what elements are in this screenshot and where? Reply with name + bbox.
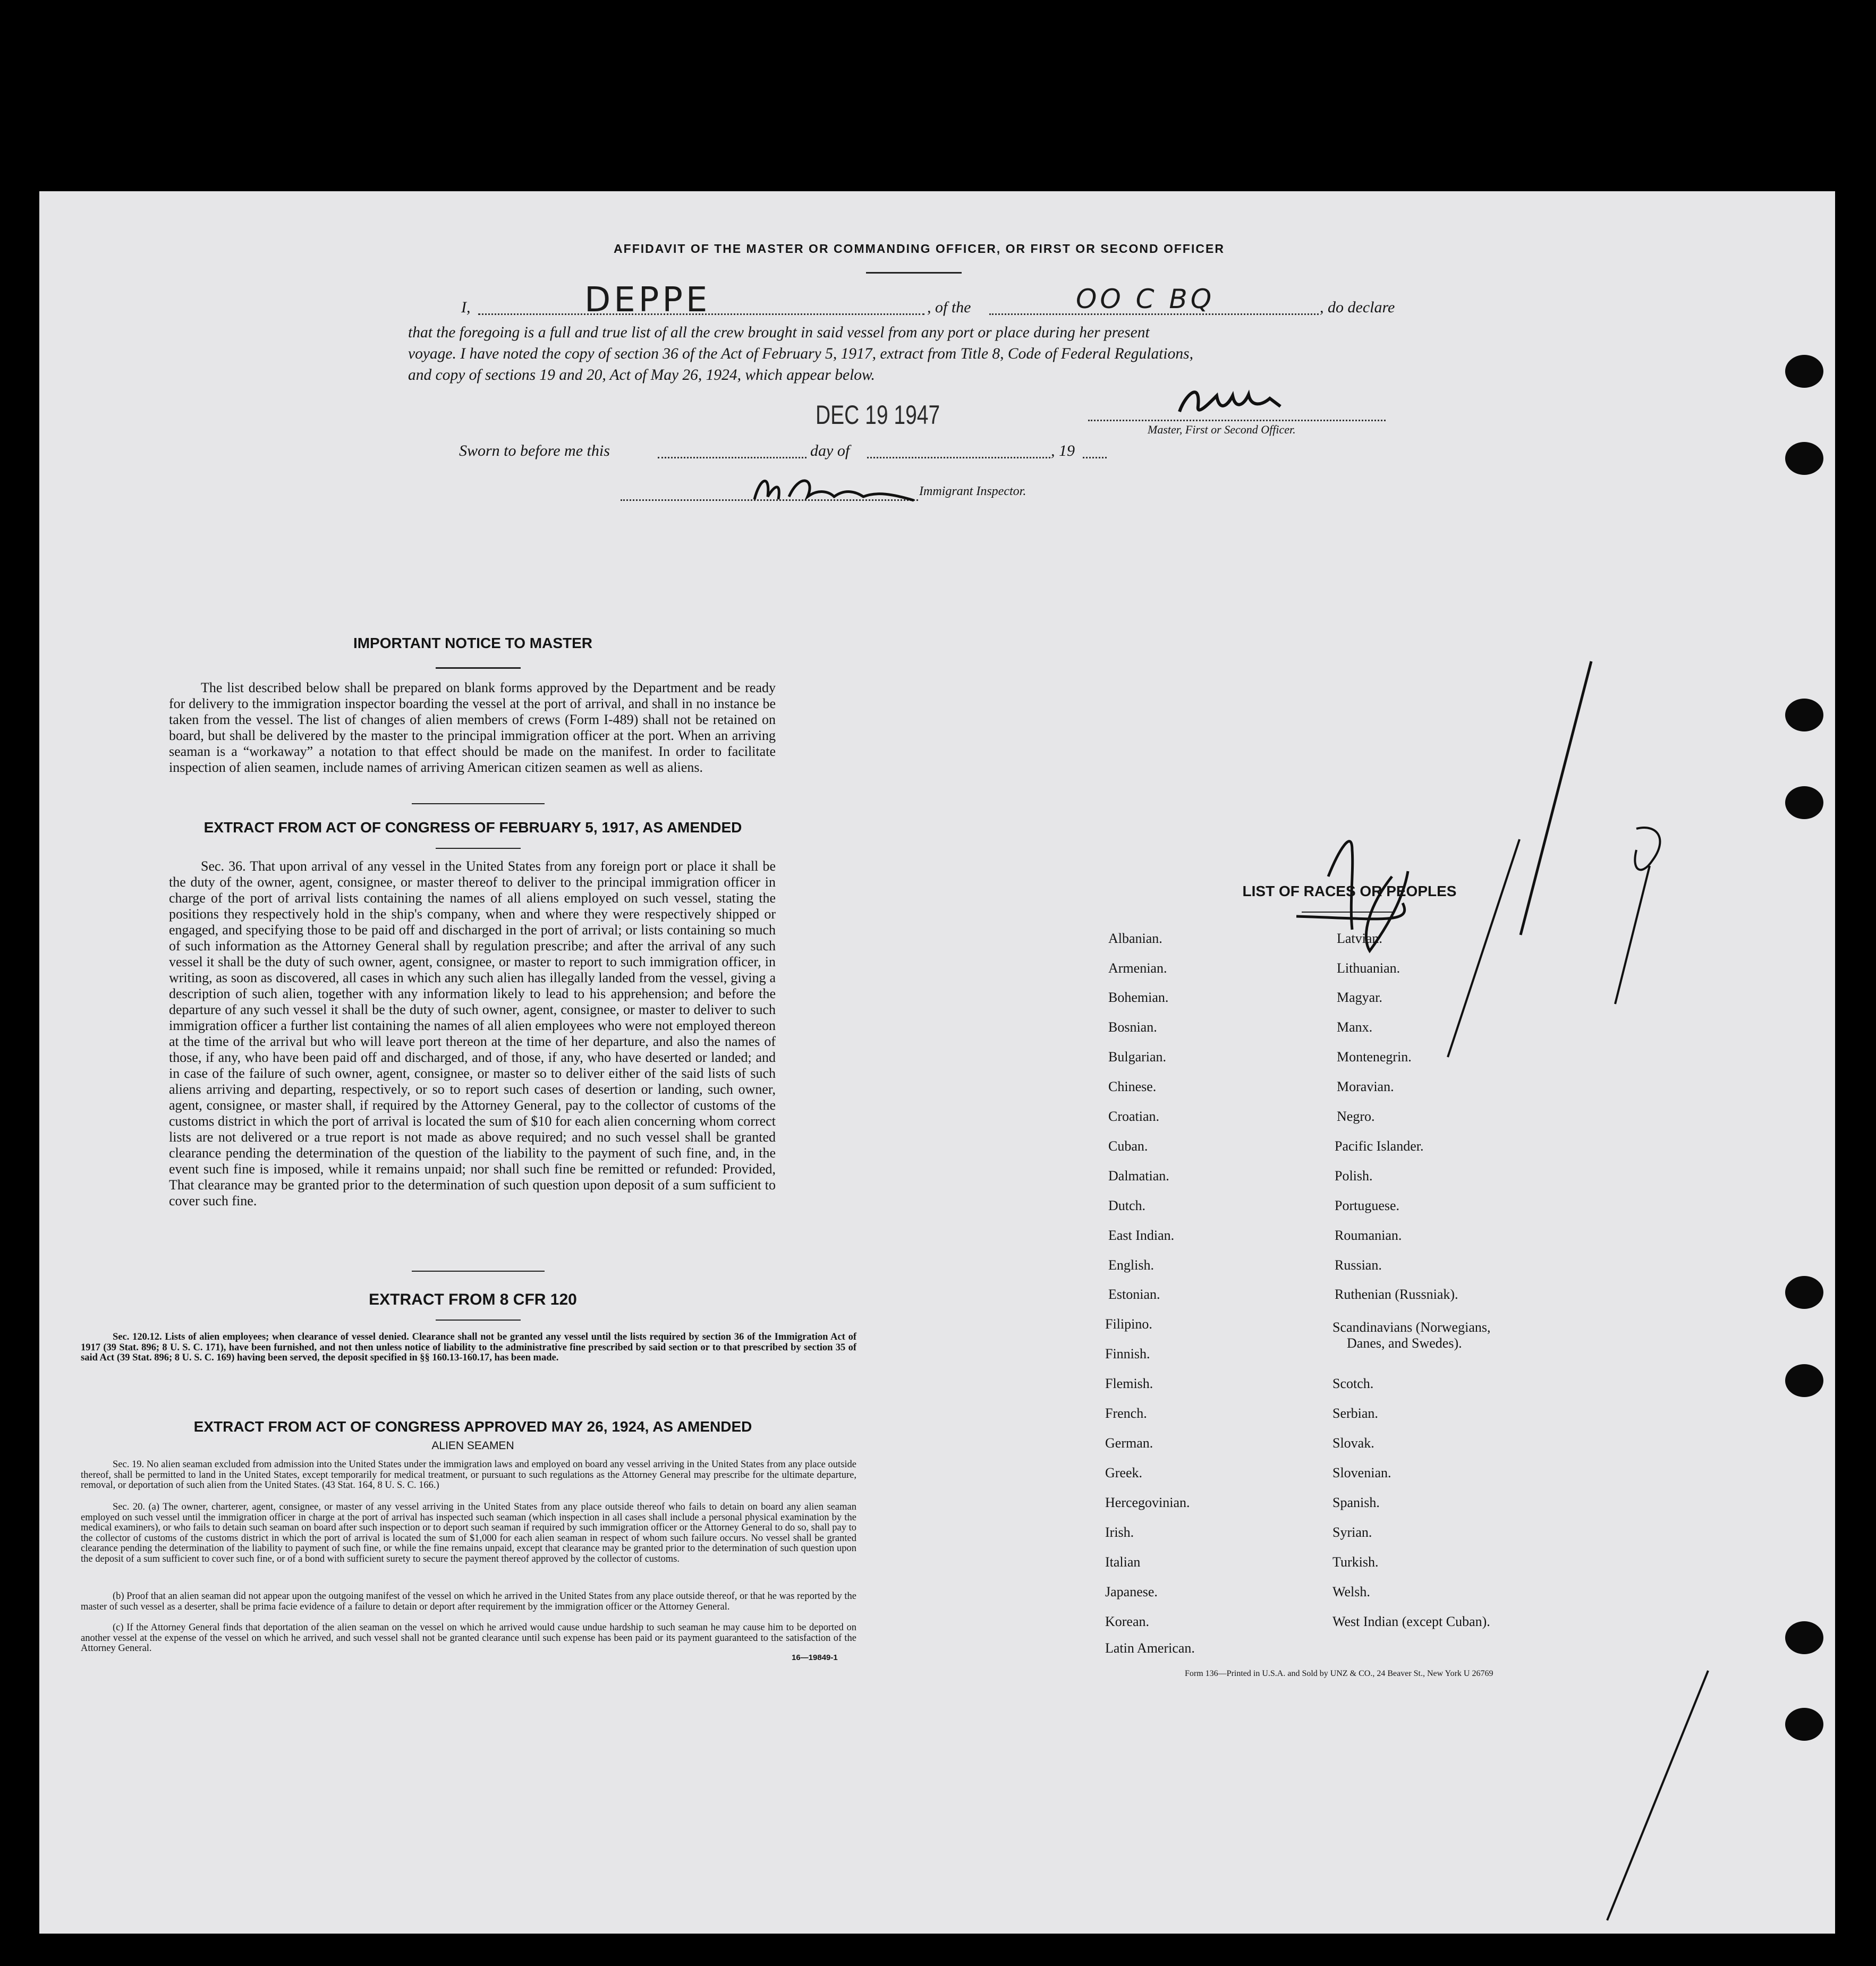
race-item: Chinese. bbox=[1108, 1079, 1157, 1094]
race-item: Latvian. bbox=[1337, 931, 1382, 946]
sec-20c-text: (c) If the Attorney General finds that deportation of the alien seaman on the vessel on which he arrived would cause undue hardship to such seaman he may cause him to be deported on another vessel at the expense of the vessel on which he arrived, and such vessel shall not be granted clearance until such expense has been paid or its payment guaranteed to the satisfaction of the Attorney General. bbox=[81, 1622, 856, 1654]
race-item: Irish. bbox=[1105, 1525, 1134, 1540]
race-item: Finnish. bbox=[1105, 1346, 1150, 1361]
race-item: Dutch. bbox=[1108, 1198, 1146, 1213]
date-stamp: DEC 19 1947 bbox=[816, 400, 940, 430]
extract-1917-body: Sec. 36. That upon arrival of any vessel in the United States from any foreign port or place it shall be the duty of the owner, agent, consignee, or master thereof to deliver to the principal immigration officer in charge of the port of arrival lists containing the names of all aliens employed on such vessel, stating the positions they respectively hold in the ship's company, when and where they were respectively shipped or engaged, and specifying those to be paid off and discharged in the port of arrival; or lists containing so much of such information as the Attorney General shall by regulation prescribe; and after the arrival of any such vessel it shall be the duty of such owner, agent, consignee, or master to report to such immigration officer, in writing, as soon as discovered, all cases in which any such alien has illegally landed from the vessel, giving a description of such alien, together with any information likely to lead to his apprehension; and before the departure of any such vessel it shall be the duty of such owner, agent, consignee, or master to deliver to such immigration officer a further list containing the names of all alien employees who were not employed thereon at the time of the arrival but who will leave port thereon at the time of her departure, and also the names of those, if any, who have been paid off and discharged, and of those, if any, who have deserted or landed; and in case of the failure of such owner, agent, consignee, or master so to deliver either of the said lists of such aliens arriving and departing, respectively, or so to report such cases of desertion or landing, such owner, agent, consignee, or master shall, if required by the Attorney General, pay to the collector of customs of the customs district in which the port of arrival is located the sum of $10 for each alien concerning whom correct lists are not delivered or a true report is not made as above required; and no such vessel shall be granted clearance pending the determination of the question of the liability to the payment of such fine, and, in the event such fine is imposed, while it remains unpaid; nor shall such fine be remitted or refunded: Provided, That clearance may be granted prior to the determination of such question upon deposit of a sum sufficient to cover such fine. bbox=[169, 858, 776, 1208]
form-code: 16—19849-1 bbox=[792, 1653, 838, 1662]
do-declare-label: , do declare bbox=[1320, 299, 1395, 316]
race-item: Scandinavians (Norwegians, bbox=[1332, 1320, 1491, 1335]
extract-1924-title: EXTRACT FROM ACT OF CONGRESS APPROVED MAY 26, 1924, AS AMENDED bbox=[193, 1418, 752, 1435]
race-item: Cuban. bbox=[1108, 1138, 1148, 1154]
affidavit-line-4: and copy of sections 19 and 20, Act of May 26, 1924, which appear below. bbox=[408, 367, 875, 384]
of-the-label: , of the bbox=[927, 299, 971, 316]
notice-title: IMPORTANT NOTICE TO MASTER bbox=[353, 635, 593, 651]
race-item: Estonian. bbox=[1108, 1287, 1160, 1302]
extract-cfr-body: Sec. 120.12. Lists of alien employees; when clearance of vessel denied. Clearance shall not be granted any vessel until the lists required by section 36 of the Immigration Act of 1917 (39 Stat. 896; 8 U. S. C. 171), have been furnished, and not then unless notice of liability to the administrative fine prescribed by said section or to that prescribed by section 35 of said Act (39 Stat. 896; 8 U. S. C. 169) having been served, the deposit specified in §§ 160.13-160.17, has been made. bbox=[81, 1332, 856, 1363]
extract-1924-subtitle: ALIEN SEAMEN bbox=[431, 1440, 514, 1452]
race-item: Lithuanian. bbox=[1337, 960, 1400, 976]
affidavit-title: AFFIDAVIT OF THE MASTER OR COMMANDING OFFICER, OR FIRST OR SECOND OFFICER bbox=[614, 242, 1225, 256]
race-item: Croatian. bbox=[1108, 1109, 1160, 1124]
sworn-label: Sworn to before me this bbox=[459, 442, 610, 459]
affidavit-prefix: I, bbox=[461, 299, 471, 316]
race-item: Moravian. bbox=[1337, 1079, 1394, 1094]
race-item: German. bbox=[1105, 1435, 1153, 1451]
sec-20b-text: (b) Proof that an alien seaman did not appear upon the outgoing manifest of the vessel on which he arrived in the United States from any place outside thereof, or that he was reported by the master of such vessel as a deserter, shall be prima facie evidence of a failure to detain or deport after requirement by the immigration officer or the Attorney General. bbox=[81, 1591, 856, 1612]
race-item: Ruthenian (Russniak). bbox=[1335, 1287, 1458, 1302]
race-item: Armenian. bbox=[1108, 960, 1167, 976]
affidavit-line-2: that the foregoing is a full and true list of all the crew brought in said vessel from any port or place during her present bbox=[408, 324, 1150, 341]
race-item: Welsh. bbox=[1332, 1584, 1370, 1599]
race-item: Filipino. bbox=[1105, 1316, 1152, 1332]
race-item: Dalmatian. bbox=[1108, 1168, 1169, 1184]
race-item: Italian bbox=[1105, 1554, 1141, 1570]
year-label: , 19 bbox=[1051, 442, 1075, 459]
extract-1917-title: EXTRACT FROM ACT OF CONGRESS OF FEBRUARY 5, 1917, AS AMENDED bbox=[203, 819, 742, 836]
race-item: Bohemian. bbox=[1108, 990, 1169, 1005]
notice-body: The list described below shall be prepared on blank forms approved by the Department and be ready for delivery to the immigration inspector boarding the vessel at the port of arrival, and shall in no instance be taken from the vessel. The list of changes of alien members of crews (Form I-489) shall not be retained on board, but shall be delivered by the master to the principal immigration officer at the port. When an arriving seaman is a “workaway” a notation to that effect should be made on the manifest. In order to facilitate inspection of alien seamen, include names of arriving American citizen seamen as well as aliens. bbox=[169, 680, 776, 775]
sec-19-text: Sec. 19. No alien seaman excluded from admission into the United States under the immigration laws and employed on board any vessel arriving in the United States from any place outside thereof, shall be permitted to land in the United States, except temporarily for medical treatment, or pursuant to such regulations as the Attorney General may prescribe for the ultimate departure, removal, or deportation of such alien from the United States. (43 Stat. 164, 8 U. S. C. 166.) bbox=[81, 1459, 856, 1491]
race-item: Slovak. bbox=[1332, 1435, 1374, 1451]
race-item: Magyar. bbox=[1337, 990, 1382, 1005]
race-item: West Indian (except Cuban). bbox=[1332, 1614, 1490, 1629]
race-item: Korean. bbox=[1105, 1614, 1150, 1629]
race-item: Serbian. bbox=[1332, 1406, 1378, 1421]
race-item: Turkish. bbox=[1332, 1554, 1379, 1570]
race-item: Greek. bbox=[1105, 1465, 1143, 1480]
race-item: Negro. bbox=[1337, 1109, 1375, 1124]
race-item: Manx. bbox=[1337, 1019, 1373, 1035]
race-item: Hercegovinian. bbox=[1105, 1495, 1190, 1510]
race-item: Bosnian. bbox=[1108, 1019, 1157, 1035]
race-item: French. bbox=[1105, 1406, 1147, 1421]
day-of-label: day of bbox=[810, 442, 850, 459]
race-item: Polish. bbox=[1335, 1168, 1373, 1184]
race-item: Latin American. bbox=[1105, 1640, 1195, 1656]
race-item: Bulgarian. bbox=[1108, 1049, 1167, 1065]
race-item: East Indian. bbox=[1108, 1228, 1175, 1243]
handwritten-name: DEPPE bbox=[584, 280, 711, 320]
inspector-label: Immigrant Inspector. bbox=[919, 484, 1026, 498]
races-title: LIST OF RACES OR PEOPLES bbox=[1242, 883, 1457, 899]
sec-20a-text: Sec. 20. (a) The owner, charterer, agent, consignee, or master of any vessel arriving in the United States from any place outside thereof who fails to detain on board any alien seaman employed on such vessel until the immigration officer in charge at the port of arrival has inspected such seaman (which inspection in all cases shall include a personal physical examination by the medical examiners), or who fails to detain such seaman on board after such inspection or to deport such seaman if required by such immigration officer or the Attorney General to do so, shall pay to the collector of customs of the customs district in which the port of arrival is located the sum of $1,000 for each alien seaman in respect of whom such failure occurs. No vessel shall be granted clearance pending the determination of the liability to payment of such fine, or while the fine remains unpaid, except that clearance may be granted prior to the determination of such question upon the deposit of a sum sufficient to cover such fine, or of a bond with sufficient surety to secure the payment thereof approved by the collector of customs. bbox=[81, 1502, 856, 1564]
race-item: Pacific Islander. bbox=[1335, 1138, 1424, 1154]
race-item: Flemish. bbox=[1105, 1376, 1153, 1391]
race-item: English. bbox=[1108, 1257, 1154, 1273]
race-item: Japanese. bbox=[1105, 1584, 1158, 1599]
race-item: Slovenian. bbox=[1332, 1465, 1391, 1480]
race-item: Scotch. bbox=[1332, 1376, 1374, 1391]
form-footer: Form 136—Printed in U.S.A. and Sold by UNZ & CO., 24 Beaver St., New York U 26769 bbox=[1185, 1669, 1493, 1678]
race-item: Albanian. bbox=[1108, 931, 1162, 946]
handwritten-vessel: OO C BQ bbox=[1076, 284, 1215, 314]
extract-cfr-title: EXTRACT FROM 8 CFR 120 bbox=[369, 1291, 577, 1308]
master-label: Master, First or Second Officer. bbox=[1148, 423, 1296, 436]
race-item: Syrian. bbox=[1332, 1525, 1372, 1540]
race-item: Spanish. bbox=[1332, 1495, 1380, 1510]
race-item: Russian. bbox=[1335, 1257, 1382, 1273]
race-item: Danes, and Swedes). bbox=[1347, 1335, 1462, 1351]
race-item: Roumanian. bbox=[1335, 1228, 1402, 1243]
race-item: Portuguese. bbox=[1335, 1198, 1400, 1213]
affidavit-line-3: voyage. I have noted the copy of section 36 of the Act of February 5, 1917, extract from Title 8, Code of Federal Regulations, bbox=[408, 345, 1193, 362]
race-item: Montenegrin. bbox=[1337, 1049, 1412, 1065]
